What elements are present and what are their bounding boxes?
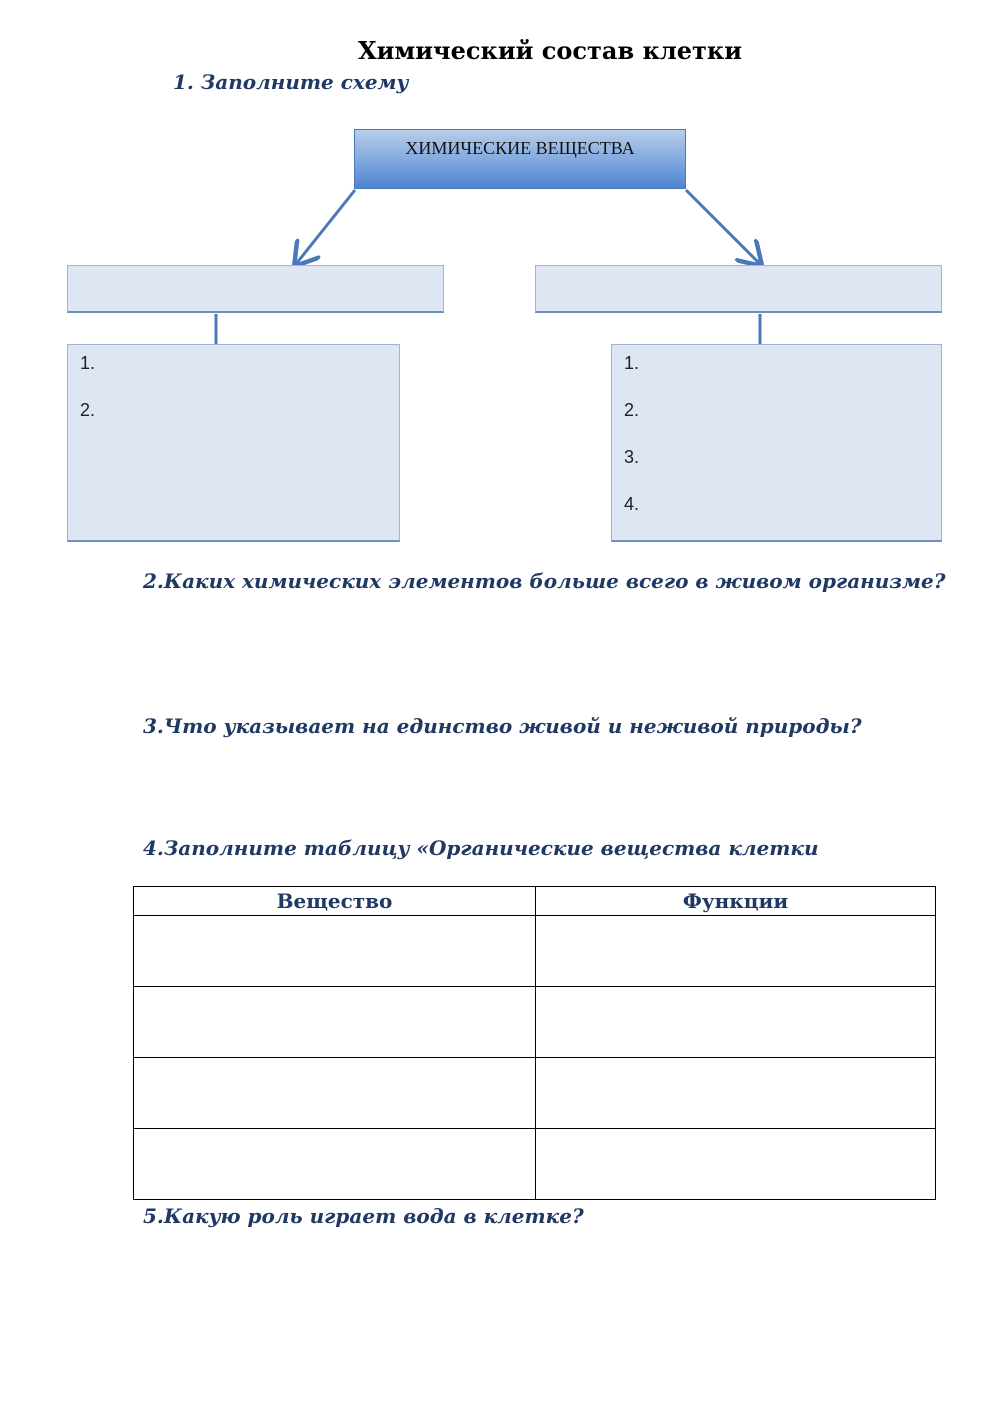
- table-cell[interactable]: [536, 987, 936, 1058]
- table-header-row: [134, 887, 936, 916]
- table-cell[interactable]: [536, 916, 936, 987]
- table-cell[interactable]: [134, 987, 536, 1058]
- list-item: 4.: [624, 494, 640, 514]
- table-cell[interactable]: [536, 1129, 936, 1200]
- list-item: 2.: [80, 400, 96, 420]
- table-cell[interactable]: [536, 1058, 936, 1129]
- table-row: [134, 1129, 936, 1200]
- list-item: 1.: [80, 353, 96, 373]
- table-cell[interactable]: [134, 1058, 536, 1129]
- table-row: [134, 916, 936, 987]
- question-3: 3.Что указывает на единство живой и неживой природы?: [143, 714, 862, 738]
- organic-substances-table: [133, 886, 936, 1200]
- table-row: [134, 1058, 936, 1129]
- question-5: 5.Какую роль играет вода в клетке?: [143, 1204, 584, 1228]
- list-item: 1.: [624, 353, 640, 373]
- question-2: 2.Каких химических элементов больше всего в живом организме?: [143, 569, 946, 593]
- arrow-right: [686, 190, 760, 264]
- question-4: 4.Заполните таблицу «Органические вещества клетки: [143, 836, 819, 860]
- category-box-right[interactable]: [535, 265, 942, 313]
- table-row: [134, 987, 936, 1058]
- chemical-substances-box: ХИМИЧЕСКИЕ ВЕЩЕСТВА: [354, 129, 686, 189]
- header-substance: Вещество: [134, 887, 536, 916]
- list-box-right[interactable]: [611, 344, 942, 542]
- table-cell[interactable]: [134, 1129, 536, 1200]
- header-functions: Функции: [536, 887, 936, 916]
- arrow-left: [296, 190, 355, 264]
- page-title: Химический состав клетки: [357, 36, 743, 65]
- list-box-left[interactable]: [67, 344, 400, 542]
- category-box-left[interactable]: [67, 265, 444, 313]
- task-1-heading: 1. Заполните схему: [173, 70, 409, 94]
- table-cell[interactable]: [134, 916, 536, 987]
- list-item: 2.: [624, 400, 640, 420]
- list-item: 3.: [624, 447, 640, 467]
